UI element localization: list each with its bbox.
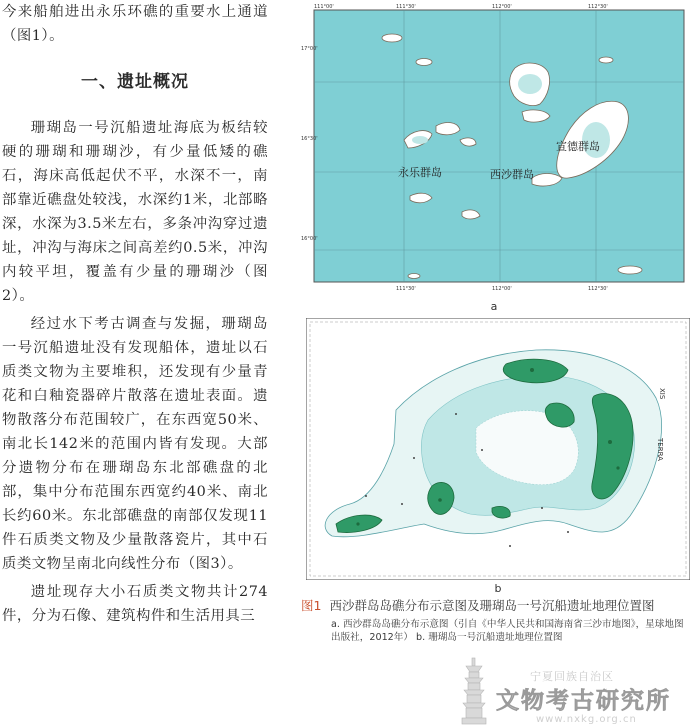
paragraph-survey-findings: 经过水下考古调查与发掘，珊瑚岛一号沉船遗址没有发现船体，遗址以石质类文物为主要堆积，还发现有少量青花和白釉瓷器碎片散落在遗址表面。遗物散落分布范围较广，在东西宽50米、南北长142米的范围内皆有发现。大部分遗物分布在珊瑚岛东北部礁盘的北部，集中分布范围东西宽约40米、南北长约60米。东北部礁盘的南部仅发现11件石质类文物及少量散落瓷片，其中石质类文物呈南北向线性分布（图3）。 — [2, 316, 268, 572]
watermark-subtitle: 宁夏回族自治区 — [530, 670, 614, 683]
map-a-graphic — [300, 0, 688, 300]
map-a-bottom-tick-0: 111°30' — [396, 286, 416, 292]
map-a-panel-letter: a — [490, 300, 498, 313]
map-a-top-tick-0: 111°00' — [314, 4, 334, 10]
article-text-column — [2, 0, 268, 628]
map-a-left-tick-1: 16°30' — [301, 136, 318, 142]
watermark-url: www.nxkg.org.cn — [536, 714, 637, 725]
map-a-top-tick-2: 112°00' — [492, 4, 512, 10]
map-b-graphic — [306, 318, 690, 580]
caption-title: 西沙群岛岛礁分布示意图及珊瑚岛一号沉船遗址地理位置图 — [329, 598, 655, 613]
caption-figure-number: 图1 — [301, 598, 322, 613]
paragraph-site-seabed: 珊瑚岛一号沉船遗址海底为板结较硬的珊瑚和珊瑚沙，有少量低矮的礁石，海床高低起伏不平，水深不一，南部靠近礁盘处较浅，水深约1米，北部略深，水深为3.5米左右，多条冲沟穿过遗址，冲沟与海床之间高差约0.5米，冲沟内较平坦，覆盖有少量的珊瑚沙（图2）。 — [2, 120, 268, 304]
map-b-panel-letter: b — [494, 582, 502, 595]
map-a-label-yongle: 永乐群岛 — [398, 166, 442, 179]
map-b-label-xis: XIS — [658, 388, 666, 400]
map-shipwreck-location — [306, 318, 690, 595]
map-xisha-islands — [300, 0, 688, 312]
figure-caption — [301, 596, 693, 644]
pagoda-logo-icon — [456, 656, 492, 728]
map-a-label-xuande: 宣德群岛 — [556, 140, 600, 153]
paragraph-stone-artifacts: 遗址现存大小石质类文物共计274件，分为石像、建筑构件和生活用具三 — [2, 584, 268, 624]
map-a-bottom-tick-1: 112°00' — [492, 286, 512, 292]
caption-note: a. 西沙群岛岛礁分布示意图（引自《中华人民共和国海南省三沙市地图》，星球地图出版社，2012年） b. 珊瑚岛一号沉船遗址地理位置图 — [331, 619, 684, 643]
section-heading: 一、遗址概况 — [81, 72, 189, 92]
map-a-left-tick-2: 16°00' — [301, 236, 318, 242]
intro-tail-paragraph: 今来船舶进出永乐环礁的重要水上通道（图1）。 — [2, 4, 268, 44]
map-a-left-tick-0: 17°00' — [301, 46, 318, 52]
map-a-top-tick-3: 112°30' — [588, 4, 608, 10]
map-b-label-terra: TERRA — [656, 438, 664, 461]
institute-watermark — [456, 656, 700, 728]
map-a-bottom-tick-2: 112°30' — [588, 286, 608, 292]
watermark-title: 文物考古研究所 — [496, 688, 671, 714]
map-a-label-xisha: 西沙群岛 — [490, 168, 534, 181]
caption-title-line — [301, 596, 693, 614]
map-a-top-tick-1: 111°30' — [396, 4, 416, 10]
